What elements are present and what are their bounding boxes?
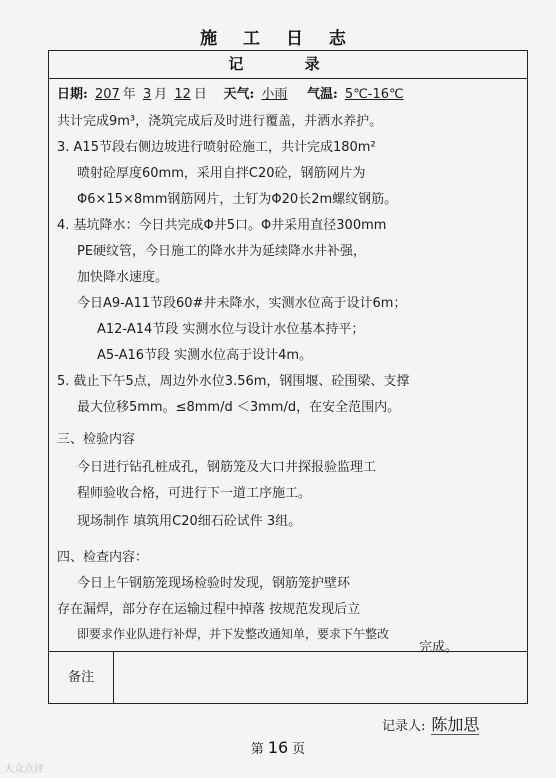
log-line: 共计完成9m³，浇筑完成后及时进行覆盖，并洒水养护。 xyxy=(57,114,383,129)
page-prefix: 第 xyxy=(250,742,264,757)
log-line: 三、检验内容 xyxy=(57,432,136,447)
log-line: 今日进行钻孔桩成孔，钢筋笼及大口井探报验监理工 xyxy=(77,460,377,475)
log-line: 喷射砼厚度60mm，采用自拌C20砼，钢筋网片为 xyxy=(77,166,366,181)
recorder-signature: 陈加思 xyxy=(431,715,480,734)
month-unit: 月 xyxy=(154,87,168,102)
log-line: 今日A9-A11节段60#井未降水，实测水位高于设计6m； xyxy=(77,296,407,311)
log-body xyxy=(49,79,527,655)
log-line: 5. 截止下午5点，周边外水位3.56m，钢围堰、砼围梁、支撑 xyxy=(57,374,410,389)
log-line: A12-A14节段 实测水位与设计水位基本持平； xyxy=(97,322,365,337)
watermark: 大众点评 xyxy=(4,764,44,775)
page-number xyxy=(0,738,556,757)
log-sheet xyxy=(48,50,528,704)
remarks-row xyxy=(49,652,527,703)
recorder-label: 记录人: xyxy=(382,719,426,734)
date-month: 3 xyxy=(142,87,152,102)
log-line: A5-A16节段 实测水位高于设计4m。 xyxy=(97,348,313,363)
page-title: 施 工 日 志 xyxy=(200,29,356,49)
log-line: 即要求作业队进行补焊，并下发整改通知单，要求下午整改 xyxy=(77,627,390,641)
year-unit: 年 xyxy=(122,87,136,102)
log-line: 加快降水速度。 xyxy=(77,270,169,285)
weather-value: 小雨 xyxy=(261,87,288,102)
date-day: 12 xyxy=(174,87,191,102)
temp-value: 5℃-16℃ xyxy=(344,87,404,102)
date-year: 207 xyxy=(94,87,120,102)
page-suffix: 页 xyxy=(292,742,306,757)
log-line: 程师验收合格，可进行下一道工序施工。 xyxy=(77,486,312,501)
log-line: 存在漏焊，部分存在运输过程中掉落 按规范发现后立 xyxy=(57,602,361,617)
log-line: Φ6×15×8mm钢筋网片，土钉为Φ20长2m螺纹钢筋。 xyxy=(77,192,398,207)
log-line: 四、检查内容： xyxy=(57,550,149,565)
section-title: 记 录 xyxy=(49,51,527,79)
date-label: 日期: xyxy=(57,87,88,102)
page-number-value: 16 xyxy=(267,738,289,757)
log-line: 现场制作 填筑用C20细石砼试件 3组。 xyxy=(77,514,302,529)
day-unit: 日 xyxy=(193,87,207,102)
remarks-label: 备注 xyxy=(49,652,114,703)
log-line: PE硬纹管，今日施工的降水井为延续降水井补强， xyxy=(77,244,367,259)
temp-label: 气温: xyxy=(306,87,338,102)
weather-label: 天气: xyxy=(223,87,255,102)
log-line: 3. A15节段右侧边坡进行喷射砼施工，共计完成180m² xyxy=(57,140,376,155)
log-line: 4. 基坑降水：今日共完成Φ井5口。Φ井采用直径300mm xyxy=(57,218,387,233)
recorder xyxy=(382,712,479,735)
log-line: 今日上午钢筋笼现场检验时发现，钢筋笼护壁环 xyxy=(77,576,351,591)
date-line xyxy=(57,84,407,106)
log-line: 最大位移5mm。≤8mm/d ＜3mm/d，在安全范围内。 xyxy=(77,400,401,415)
log-line: 完成。 xyxy=(419,640,459,655)
